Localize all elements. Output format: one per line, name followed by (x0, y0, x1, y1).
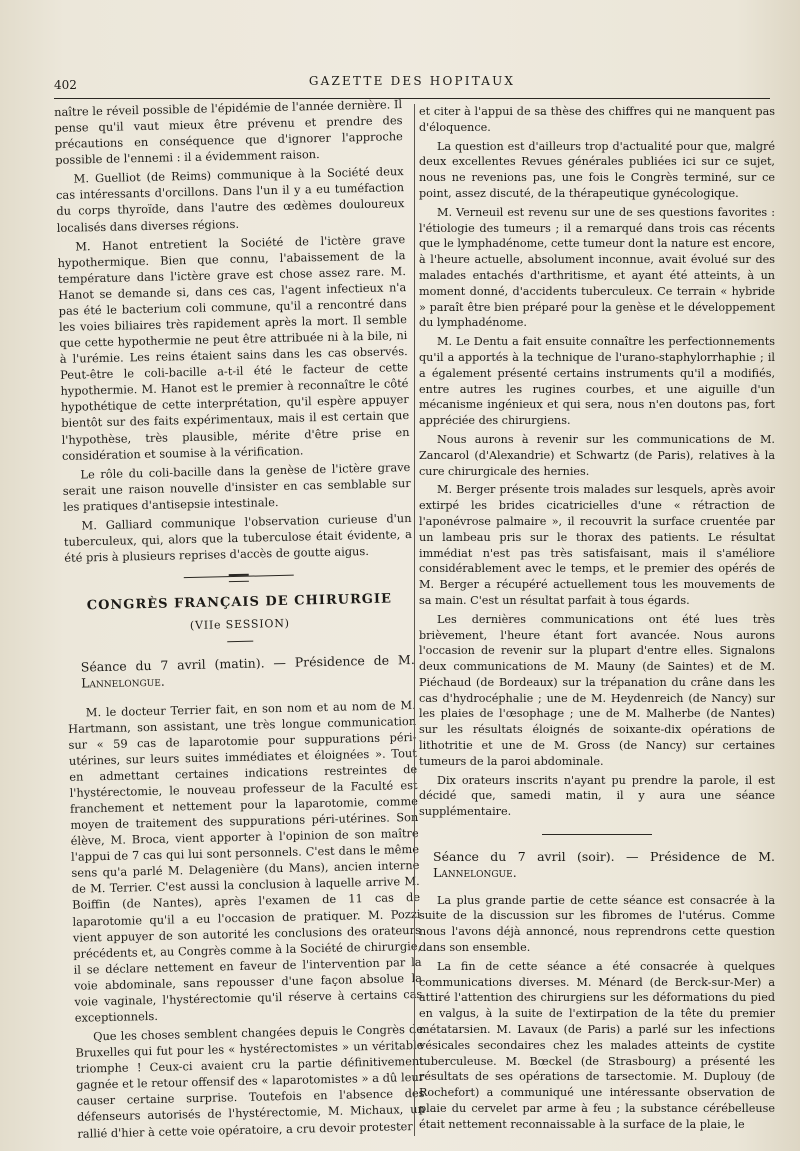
right-column (414, 104, 775, 1136)
session-date: Séance du 7 avril (soir). — Présidence de M. (433, 849, 775, 865)
paragraph: Dix orateurs inscrits n'ayant pu prendre la parole, il est décidé que, samedi matin, il y aura une séance supplémentaire. (419, 773, 775, 819)
divider (227, 641, 253, 643)
session-president: Lannelongue. (80, 674, 165, 691)
section-title: CONGRÈS FRANÇAIS DE CHIRURGIE (86, 591, 393, 614)
ornamental-divider (184, 575, 294, 582)
paragraph: M. Berger présente trois malades sur lesquels, après avoir extirpé les brides cicatricielles d'une « rétraction de l'aponévrose palmaire », il recouvrit la surface cruentée par un lambeau pris sur le thorax des patients. Le résultat immédiat n'est pas très satisfaisant, mais il s'améliore considérablement avec le temps, et le premier des opérés de M. Berger a récupéré actuellement tous les mouvements de sa main. C'est un résultat parfait à tous égards. (419, 483, 775, 607)
paragraph: M. Le Dentu a fait ensuite connaître les perfectionnements qu'il a apportés à la technique de l'urano-staphylorrhaphie ; il a également présenté certains instruments qu'il a modifiés, entre autres les rugines courbes, et une aiguille d'un mécanisme ingénieux et qui sera, nous n'en doutons pas, fort appréciée des chirurgiens. (419, 335, 775, 428)
paragraph: M. Guelliot (de Reims) communique à la Société deux cas intéressants d'orcillons. Dans l'un il y a eu tuméfaction du corps thyroïde, dans l'autre des œdèmes douloureux localisés dans diverses régions. (55, 164, 405, 235)
paragraph: naître le réveil possible de l'épidémie de l'année dernière. Il pense qu'il vaut mieux être prévenu et prendre des précautions en conséquence que d'ignorer l'approche possible de l'ennemi : il a évidemment raison. (54, 97, 403, 168)
paragraph: Nous aurons à revenir sur les communications de M. Zancarol (d'Alexandrie) et Schwartz (de Paris), relatives à la cure chirurgicale des hernies. (419, 432, 775, 478)
paragraph: M. Galliard communique l'observation curieuse d'un tuberculeux, qui, alors que la tuberculose était évidente, a été pris à plusieurs reprises d'accès de goutte aigus. (63, 510, 413, 565)
session-president: Lannelongue. (433, 864, 517, 880)
paragraph: M. Hanot entretient la Société de l'ictère grave hypothermique. Bien que connu, l'abaissement de la température dans l'ictère grave est chose assez rare. M. Hanot se demande si, dans ces cas, l'agent infectieux n'a pas été le bacterium coli commune, qu'il a rencontré dans les voies biliaires très rapidement après la mort. Il semble que cette hypothermie ne peut être attribuée ni à la bile, ni à l'urémie. Les reins étaient sains dans les cas observés. Peut-être le coli-bacille a-t-il été le facteur de cette hypothermie. M. Hanot est le premier à reconnaître le côté hypothétique de cette interprétation, qu'il espère appuyer bientôt sur des faits expérimentaux, mais il est certain que l'hypothèse, très plausible, mérite d'être prise en considération et soumise à la vérification. (57, 231, 410, 463)
journal-title: GAZETTE DES HOPITAUX (308, 74, 516, 88)
paragraph: La plus grande partie de cette séance est consacrée à la suite de la discussion sur les fibromes de l'utérus. Comme nous l'avons déjà annoncé, nous reprendrons cette question dans son ensemble. (419, 893, 775, 955)
paragraph: et citer à l'appui de sa thèse des chiffres qui ne manquent pas d'éloquence. (419, 105, 775, 134)
paragraph: Que les choses semblent changées depuis le Congrès de Bruxelles qui fut pour les « hystérectomistes » un véritable triomphe ! Ceux-ci avaient cru la partie définitivement gagnée et le retour offensif des « laparotomistes » a dû leur causer certaine surprise. Toutefois en l'absence des défenseurs autorisés de l'hystérectomie, M. Michaux, un rallié d'hier à cette voie opératoire, a cru devoir protester (75, 1021, 426, 1141)
session-heading (81, 652, 416, 692)
page-header (54, 68, 770, 99)
paragraph: M. Verneuil est revenu sur une de ses questions favorites : l'étiologie des tumeurs ; il a remarqué dans trois cas récents que le lymphadénome, cette tumeur dont la nature est encore, à l'heure actuelle, absolument inconnue, avait évolué sur des malades entachés d'arthritisme, et ayant été atteints, à un moment donné, d'accidents tuberculeux. Ce terrain « hybride » paraît être bien préparé pour la genèse et le développement du lymphadénome. (419, 205, 775, 330)
paragraph: M. le docteur Terrier fait, en son nom et au nom de M. Hartmann, son assistant, une très longue communication sur « 59 cas de laparotomie pour suppurations péri-utérines, sur leurs suites immédiates et éloignées ». Tout en admettant certaines indications restreintes de l'hystérectomie, le nouveau professeur de la Faculté est franchement et nettement pour la laparotomie, comme moyen de traitement des suppurations péri-utérines. Son élève, M. Broca, vient apporter à l'opinion de son maître l'appui de 7 cas qui lui sont personnels. C'est dans le même sens qu'a parlé M. Delagenière (du Mans), ancien interne de M. Terrier. C'est aussi la conclusion à laquelle arrive M. Boiffin (de Nantes), après l'examen de 11 cas de laparotomie qu'il a eu l'occasion de pratiquer. M. Pozzi vient appuyer de son autorité les conclusions des orateurs précédents et, au Congrès comme à la Société de chirurgie, il se déclare nettement en faveur de l'intervention par la voie abdominale, sans repousser d'une façon absolue la voie vaginale, l'hystérectomie qu'il réserve à certains cas exceptionnels. (68, 697, 423, 1025)
paragraph: La fin de cette séance a été consacrée à quelques communications diverses. M. Ménard (de Berck-sur-Mer) a attiré l'attention des chirurgiens sur les déformations du pied en valgus, à la suite de l'extirpation de la tête du premier métatarsien. M. Lavaux (de Paris) a parlé sur les infections vésicales secondaires chez les malades atteints de cystite tuberculeuse. M. Bœckel (de Strasbourg) a présenté les résultats de ses opérations de tarsectomie. M. Duplouy (de Rochefort) a communiqué une intéressante observation de plaie du cervelet par arme à feu ; la substance cérébelleuse était nettement reconnaissable à la surface de la plaie, le (419, 959, 775, 1131)
section-subtitle: (VIIe SESSION) (189, 617, 290, 633)
left-column (54, 96, 426, 1144)
paragraph: Les dernières communications ont été lues très brièvement, l'heure étant fort avancée. Nous aurons l'occasion de revenir sur la plupart d'entre elles. Signalons deux communications de M. Mauny (de Saintes) et de M. Piéchaud (de Bordeaux) sur la trépanation du crâne dans les cas d'hydrocéphalie ; une de M. Heydenreich (de Nancy) sur les plaies de l'œsophage ; une de M. Malherbe (de Nantes) sur les résultats éloignés de soixante-dix opérations de lithotritie et une de M. Gross (de Nancy) sur certaines tumeurs de la paroi abdominale. (419, 612, 775, 768)
page-number: 402 (54, 78, 77, 92)
session-heading (433, 849, 775, 881)
paragraph: Le rôle du coli-bacille dans la genèse de l'ictère grave serait une raison nouvelle d'insister en cas semblable sur les pratiques d'antisepsie intestinale. (62, 459, 411, 514)
paragraph: La question est d'ailleurs trop d'actualité pour que, malgré deux excellentes Revues générales publiées ici sur ce sujet, nous ne revenions pas, une fois le Congrès terminé, sur ce point, assez discuté, de la thérapeutique gynécologique. (419, 139, 775, 200)
session-date: Séance du 7 avril (matin). — Présidence de M. (80, 652, 415, 675)
divider (542, 834, 652, 835)
